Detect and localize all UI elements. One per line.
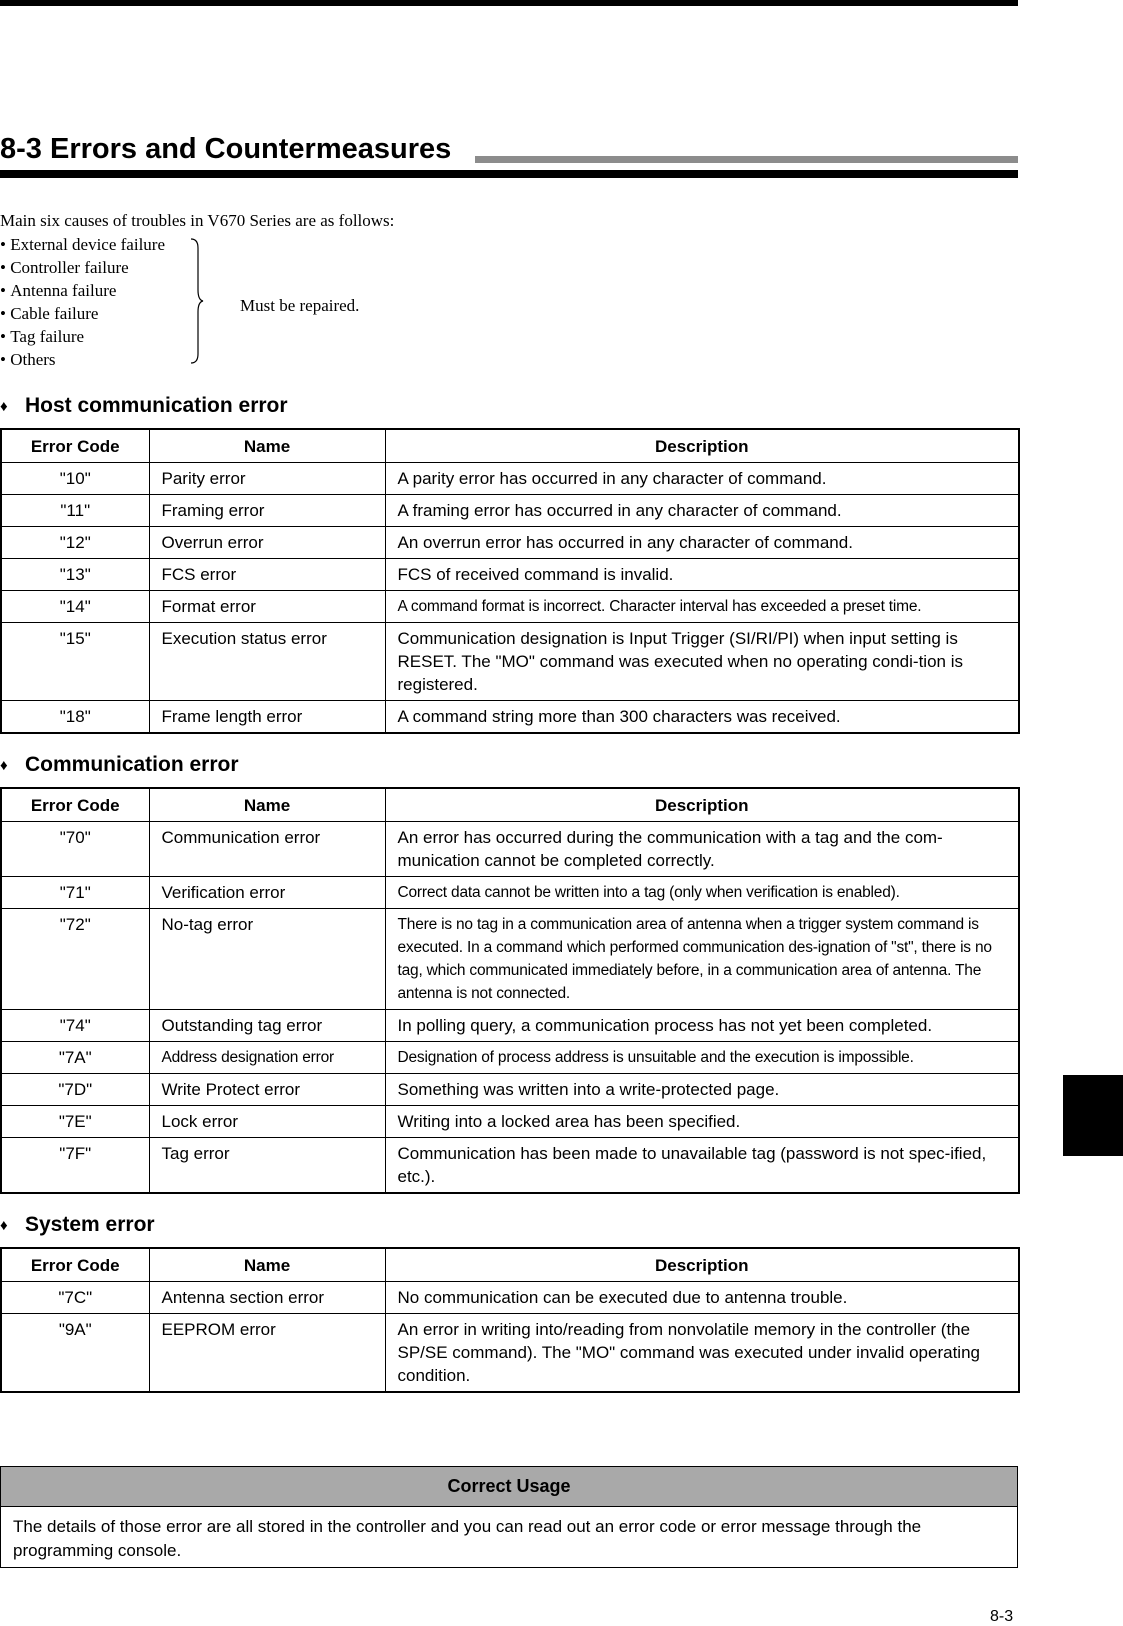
error-code: "13" [1,559,149,591]
error-code: "7C" [1,1282,149,1314]
repair-note: Must be repaired. [240,296,360,315]
error-description: A framing error has occurred in any character of command. [385,495,1019,527]
table-header-row [1,429,1019,463]
error-name: Communication error [149,822,385,877]
table-row [1,463,1019,495]
error-code: "7D" [1,1074,149,1106]
correct-usage-title: Correct Usage [1,1467,1017,1507]
error-name: Tag error [149,1138,385,1194]
error-name: Write Protect error [149,1074,385,1106]
error-description: FCS of received command is invalid. [385,559,1019,591]
table-row [1,1010,1019,1042]
error-description: A parity error has occurred in any character of command. [385,463,1019,495]
error-code: "18" [1,701,149,734]
error-name: Overrun error [149,527,385,559]
error-name: No-tag error [149,909,385,1010]
error-name: Framing error [149,495,385,527]
table-row [1,495,1019,527]
cause-item: • Tag failure [0,326,165,349]
header-description: Description [385,788,1019,822]
error-name: Outstanding tag error [149,1010,385,1042]
error-name: Frame length error [149,701,385,734]
correct-usage-box [0,1466,1018,1568]
header-description: Description [385,429,1019,463]
title-gray-bar [475,156,1018,163]
table-row [1,1282,1019,1314]
table-row [1,559,1019,591]
diamond-bullet-icon: ♦ [0,1217,8,1234]
table-row [1,1042,1019,1074]
table-header-row [1,1248,1019,1282]
diamond-bullet-icon: ♦ [0,398,8,415]
header-name: Name [149,429,385,463]
top-rule [0,0,1018,6]
table-row [1,1138,1019,1194]
chapter-tab [1063,1075,1123,1156]
error-description: Something was written into a write-protected page. [385,1074,1019,1106]
error-description: A command format is incorrect. Character interval has exceeded a preset time. [385,591,1019,623]
right-brace-icon [189,238,205,364]
cause-item: • Others [0,349,165,372]
section-title: 8-3 Errors and Countermeasures [0,133,452,165]
error-name: Execution status error [149,623,385,701]
error-code: "7E" [1,1106,149,1138]
error-description: No communication can be executed due to antenna trouble. [385,1282,1019,1314]
cause-item: • Cable failure [0,303,165,326]
error-description: In polling query, a communication process has not yet been completed. [385,1010,1019,1042]
header-error-code: Error Code [1,788,149,822]
error-name: Lock error [149,1106,385,1138]
cause-item: • Controller failure [0,257,165,280]
comm-error-table [0,787,1020,1194]
section-header [0,128,1018,178]
system-error-heading-text: System error [25,1213,155,1236]
error-description: Correct data cannot be written into a tag (only when verification is enabled). [385,877,1019,909]
cause-item: • External device failure [0,234,165,257]
error-code: "11" [1,495,149,527]
page-number: 8-3 [990,1608,1014,1625]
header-error-code: Error Code [1,1248,149,1282]
header-description: Description [385,1248,1019,1282]
error-name: Parity error [149,463,385,495]
error-code: "71" [1,877,149,909]
error-description: An overrun error has occurred in any character of command. [385,527,1019,559]
error-description: Communication has been made to unavailable tag (password is not spec-ified, etc.). [385,1138,1019,1194]
error-code: "14" [1,591,149,623]
error-code: "9A" [1,1314,149,1393]
error-name: Address designation error [149,1042,385,1074]
error-description: There is no tag in a communication area of antenna when a trigger system command is executed. In a command which performed communication des-ignation of "st", there is no tag, which communicated immediately before, in a communication area of antenna. The antenna is not connected. [385,909,1019,1010]
comm-error-heading-text: Communication error [25,753,239,776]
table-row [1,1314,1019,1393]
error-description: Designation of process address is unsuitable and the execution is impossible. [385,1042,1019,1074]
error-code: "72" [1,909,149,1010]
error-description: An error in writing into/reading from nonvolatile memory in the controller (the SP/SE command). The "MO" command was executed under invalid operating condition. [385,1314,1019,1393]
table-row [1,527,1019,559]
header-name: Name [149,788,385,822]
host-error-heading-text: Host communication error [25,394,288,417]
table-row [1,701,1019,734]
table-row [1,591,1019,623]
error-code: "12" [1,527,149,559]
table-row [1,1074,1019,1106]
error-description: A command string more than 300 characters was received. [385,701,1019,734]
comm-error-heading [0,752,239,780]
correct-usage-text: The details of those error are all stored in the controller and you can read out an error code or error message through the programming console. [13,1517,922,1560]
diamond-bullet-icon: ♦ [0,757,8,774]
error-name: Verification error [149,877,385,909]
table-header-row [1,788,1019,822]
error-name: FCS error [149,559,385,591]
intro-line: Main six causes of troubles in V670 Series are as follows: [0,211,395,230]
table-row [1,1106,1019,1138]
error-code: "7A" [1,1042,149,1074]
error-code: "10" [1,463,149,495]
error-name: Antenna section error [149,1282,385,1314]
cause-item: • Antenna failure [0,280,165,303]
table-row [1,877,1019,909]
error-code: "7F" [1,1138,149,1194]
error-name: Format error [149,591,385,623]
table-row [1,822,1019,877]
table-row [1,909,1019,1010]
error-description: Writing into a locked area has been specified. [385,1106,1019,1138]
error-name: EEPROM error [149,1314,385,1393]
error-description: Communication designation is Input Trigger (SI/RI/PI) when input setting is RESET. The "MO" command was executed when no operating condi-tion is registered. [385,623,1019,701]
error-code: "74" [1,1010,149,1042]
error-code: "70" [1,822,149,877]
host-error-heading [0,393,288,421]
error-code: "15" [1,623,149,701]
system-error-table [0,1247,1020,1393]
table-row [1,623,1019,701]
header-error-code: Error Code [1,429,149,463]
causes-list [0,234,165,372]
title-black-bar [0,170,1018,178]
system-error-heading [0,1212,155,1240]
header-name: Name [149,1248,385,1282]
host-error-table [0,428,1020,734]
error-description: An error has occurred during the communication with a tag and the com-munication cannot be completed correctly. [385,822,1019,877]
